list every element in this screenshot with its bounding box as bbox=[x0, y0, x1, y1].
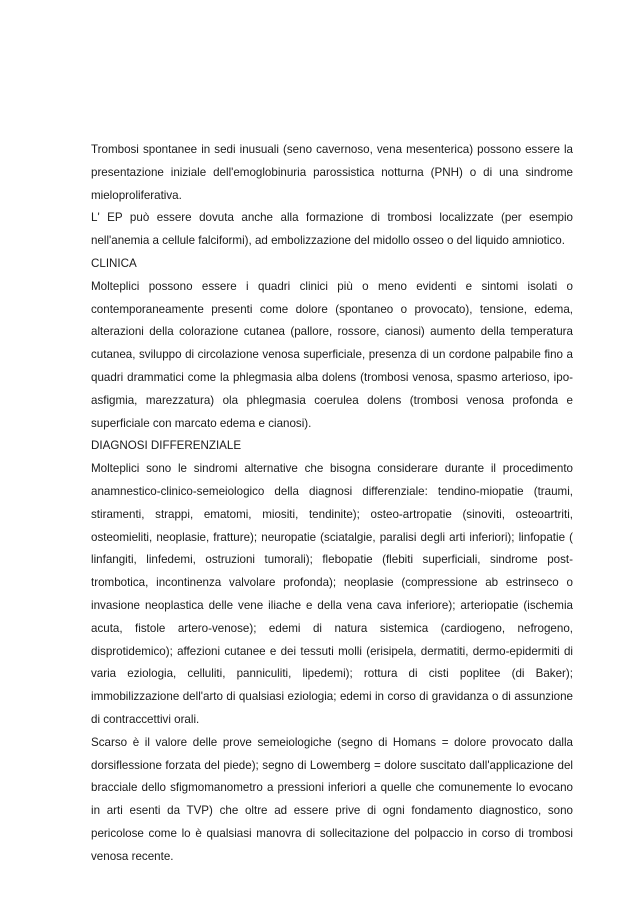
paragraph-differential-diagnosis: Molteplici sono le sindromi alternative che bisogna considerare durante il procedimento anamnestico-clinico-semeiologico della diagnosi differenziale: tendino-miopatie (traumi, stiramenti, strappi, ematomi, miositi, tendinite); osteo-artropatie (sinoviti, osteoartriti, osteomieliti, neoplasie, fratture); neuropatie (sciatalgie, paralisi degli arti inferiori); linfopatie ( linfangiti, linfedemi, ostruzioni tumorali); flebopatie (flebiti superficiali, sindrome post-trombotica, incontinenza valvolare profonda); neoplasie (compressione ab estrinseco o invasione neoplastica delle vene iliache e della vena cava inferiore); arteriopatie (ischemia acuta, fistole artero-venose); edemi di natura sistemica (cardiogeno, nefrogeno, disprotidemico); affezioni cutanee e dei tessuti molli (erisipela, dermatiti, dermo-epidermiti di varia eziologia, celluliti, panniculiti, lipedemi); rottura di cisti poplitee (di Baker); immobilizzazione dell'arto di qualsiasi eziologia; edemi in corso di gravidanza o di assunzione di contraccettivi orali. bbox=[91, 462, 573, 726]
paragraph-semeiological-signs: Scarso è il valore delle prove semeiologiche (segno di Homans = dolore provocato dalla dorsiflessione forzata del piede); segno di Lowemberg = dolore suscitato dall'applicazione del bracciale dello sfigmomanometro a pressioni inferiori a quelle che comunemente lo evocano in arti esenti da TVP) che oltre ad essere prive di ogni fondamento diagnostico, sono pericolose come lo è qualsiasi manovra di sollecitazione del polpaccio in corso di trombosi venosa recente. bbox=[91, 735, 573, 863]
document-body bbox=[91, 139, 573, 869]
paragraph-pnh-thrombosis: Trombosi spontanee in sedi inusuali (seno cavernoso, vena mesenterica) possono essere la presentazione iniziale dell'emoglobinuria parossistica notturna (PNH) o di una sindrome mieloproliferativa. bbox=[91, 143, 573, 202]
heading-diagnosi-differenziale: DIAGNOSI DIFFERENZIALE bbox=[91, 439, 242, 453]
paragraph-ep-causes: L' EP può essere dovuta anche alla formazione di trombosi localizzate (per esempio nell'anemia a cellule falciformi), ad embolizzazione del midollo osseo o del liquido amniotico. bbox=[91, 211, 573, 248]
paragraph-clinical-pictures: Molteplici possono essere i quadri clinici più o meno evidenti e sintomi isolati o contemporaneamente presenti come dolore (spontaneo o provocato), tensione, edema, alterazioni della colorazione cutanea (pallore, rossore, cianosi) aumento della temperatura cutanea, sviluppo di circolazione venosa superficiale, presenza di un cordone palpabile fino a quadri drammatici come la phlegmasia alba dolens (trombosi venosa, spasmo arterioso, ipo-asfigmia, marezzatura) ola phlegmasia coerulea dolens (trombosi venosa profonda e superficiale con marcato edema e cianosi). bbox=[91, 279, 573, 430]
heading-clinica: CLINICA bbox=[91, 256, 137, 270]
